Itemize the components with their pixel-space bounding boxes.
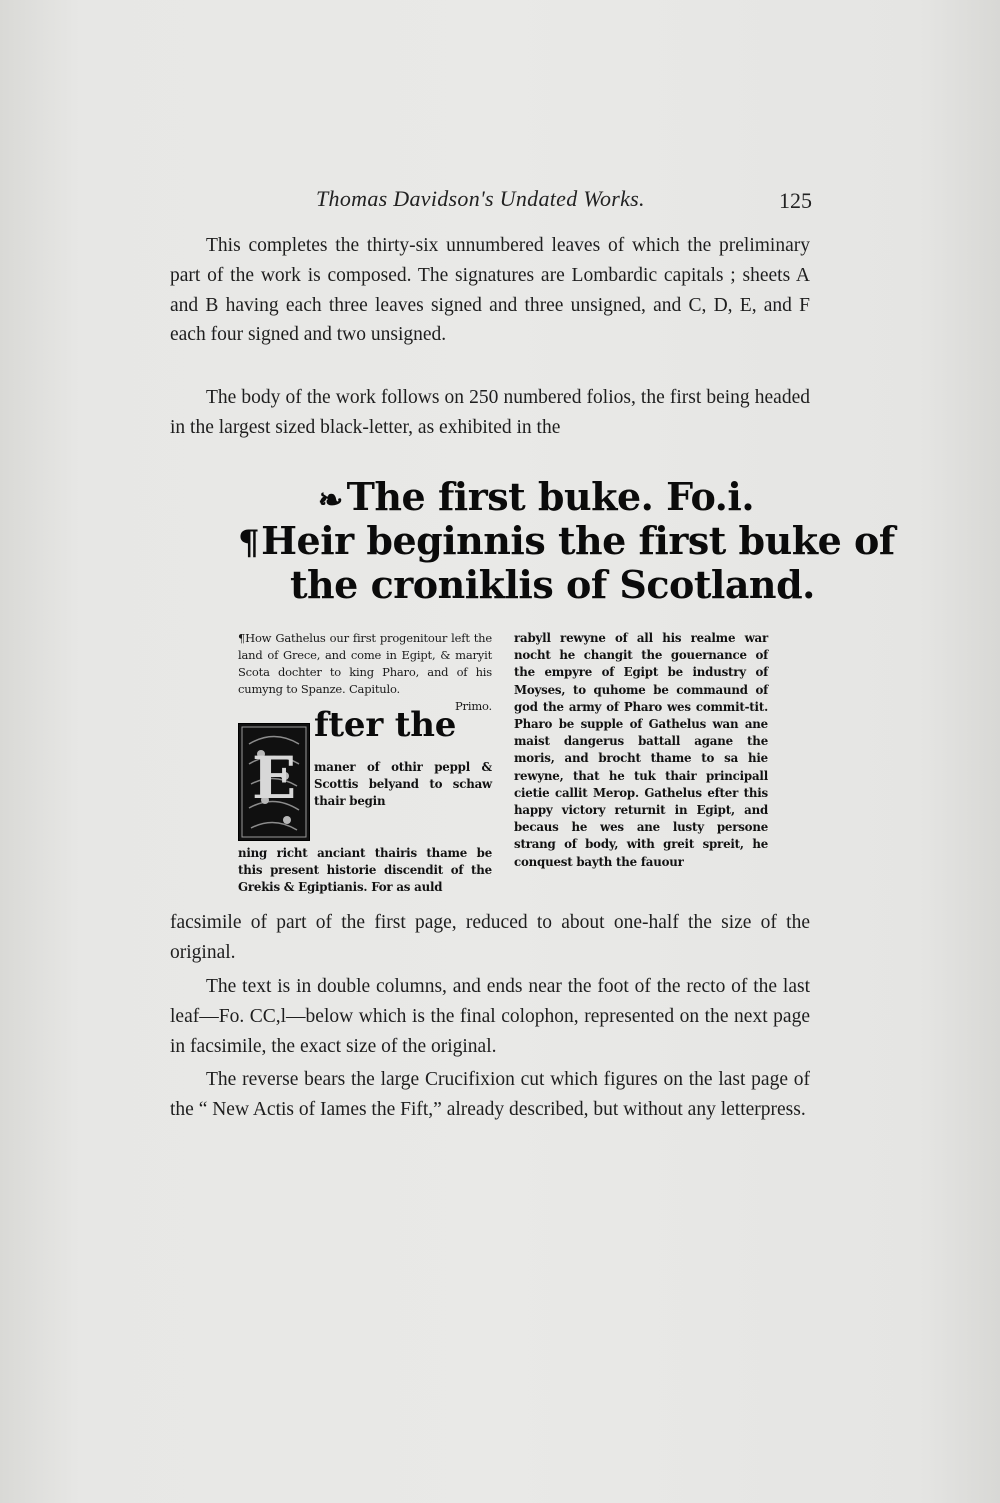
svg-text:E: E bbox=[251, 744, 297, 812]
right-column-text: rabyll rewyne of all his realme war nocht he changit the gouernance of the empyre of Egipt be industry of Moyses, to quhome be commaund of god the army of Pharo wes commit-tit. Pharo be supple of Gathelus wan ane maist dangerus battall agane the moris, and brocht thame to sa hie rewyne, that he tuk thair principall cietie callit Merop. Gathelus efter this happy victory returnit in Egipt, and becaus he wes ane lusty persone strang of body, with greit spreit, he conquest bayth the fauour bbox=[514, 631, 768, 869]
facsimile-heading-line3: the croniklis of Scotland. bbox=[290, 562, 815, 607]
pilcrow-small-icon: ¶ bbox=[238, 631, 246, 645]
ornamental-initial bbox=[238, 723, 310, 841]
paragraph-leaves: This completes the thirty-six unnumbered leaves of which the preliminary part of the work is composed. The signatures are Lombardic capitals ; sheets A and B having each three leaves signed and three unsigned, and C, D, E, and F each four signed and two unsigned. bbox=[170, 235, 810, 346]
facsimile-left-column bbox=[238, 630, 492, 897]
chapter-number: Primo. bbox=[455, 699, 492, 713]
initial-side-lines: maner of othir peppl & Scottis belyand to schaw thair begin bbox=[314, 760, 492, 809]
facsimile-heading-line2: ¶Heir beginnis the first buke of bbox=[238, 518, 895, 563]
facsimile-heading-line1: ❧ The first buke. Fo.i. bbox=[318, 474, 755, 519]
black-letter-facsimile bbox=[232, 470, 895, 895]
running-title: Thomas Davidson's Undated Works. bbox=[316, 186, 645, 211]
facsimile-right-column bbox=[514, 630, 768, 871]
floral-initial-icon bbox=[239, 724, 309, 840]
page-header bbox=[172, 186, 812, 218]
paragraph-crucifixion-cut: The reverse bears the large Crucifixion cut which figures on the last page of the “ New Actis of Iames the Fift,” already described, but without any letterpress. bbox=[170, 1069, 810, 1120]
chapter-summary: ¶How Gathelus our first progenitour left the land of Grece, and come in Egipt, & maryit Scota dochter to king Pharo, and of his cumyng to Spanze. Capitulo. Primo. bbox=[238, 631, 492, 713]
left-column-text: ning richt anciant thairis thame be this present historie discendit of the Grekis & Egiptianis. For as auld bbox=[238, 846, 492, 895]
pilcrow-icon: ¶ bbox=[238, 523, 260, 563]
paragraph-body-folios: The body of the work follows on 250 numbered folios, the first being headed in the largest sized black-letter, as exhibited in the bbox=[170, 387, 810, 438]
paragraph-facsimile-note: facsimile of part of the first page, reduced to about one-half the size of the original. bbox=[170, 912, 810, 963]
paragraph-double-columns: The text is in double columns, and ends near the foot of the recto of the last leaf—Fo. CC,l—below which is the final colophon, represented on the next page in facsimile, the exact size of the original. bbox=[170, 976, 810, 1057]
facsimile-first-word: fter the bbox=[314, 705, 457, 745]
page-number: 125 bbox=[779, 188, 812, 213]
leaf-ornament-icon: ❧ bbox=[318, 483, 343, 518]
